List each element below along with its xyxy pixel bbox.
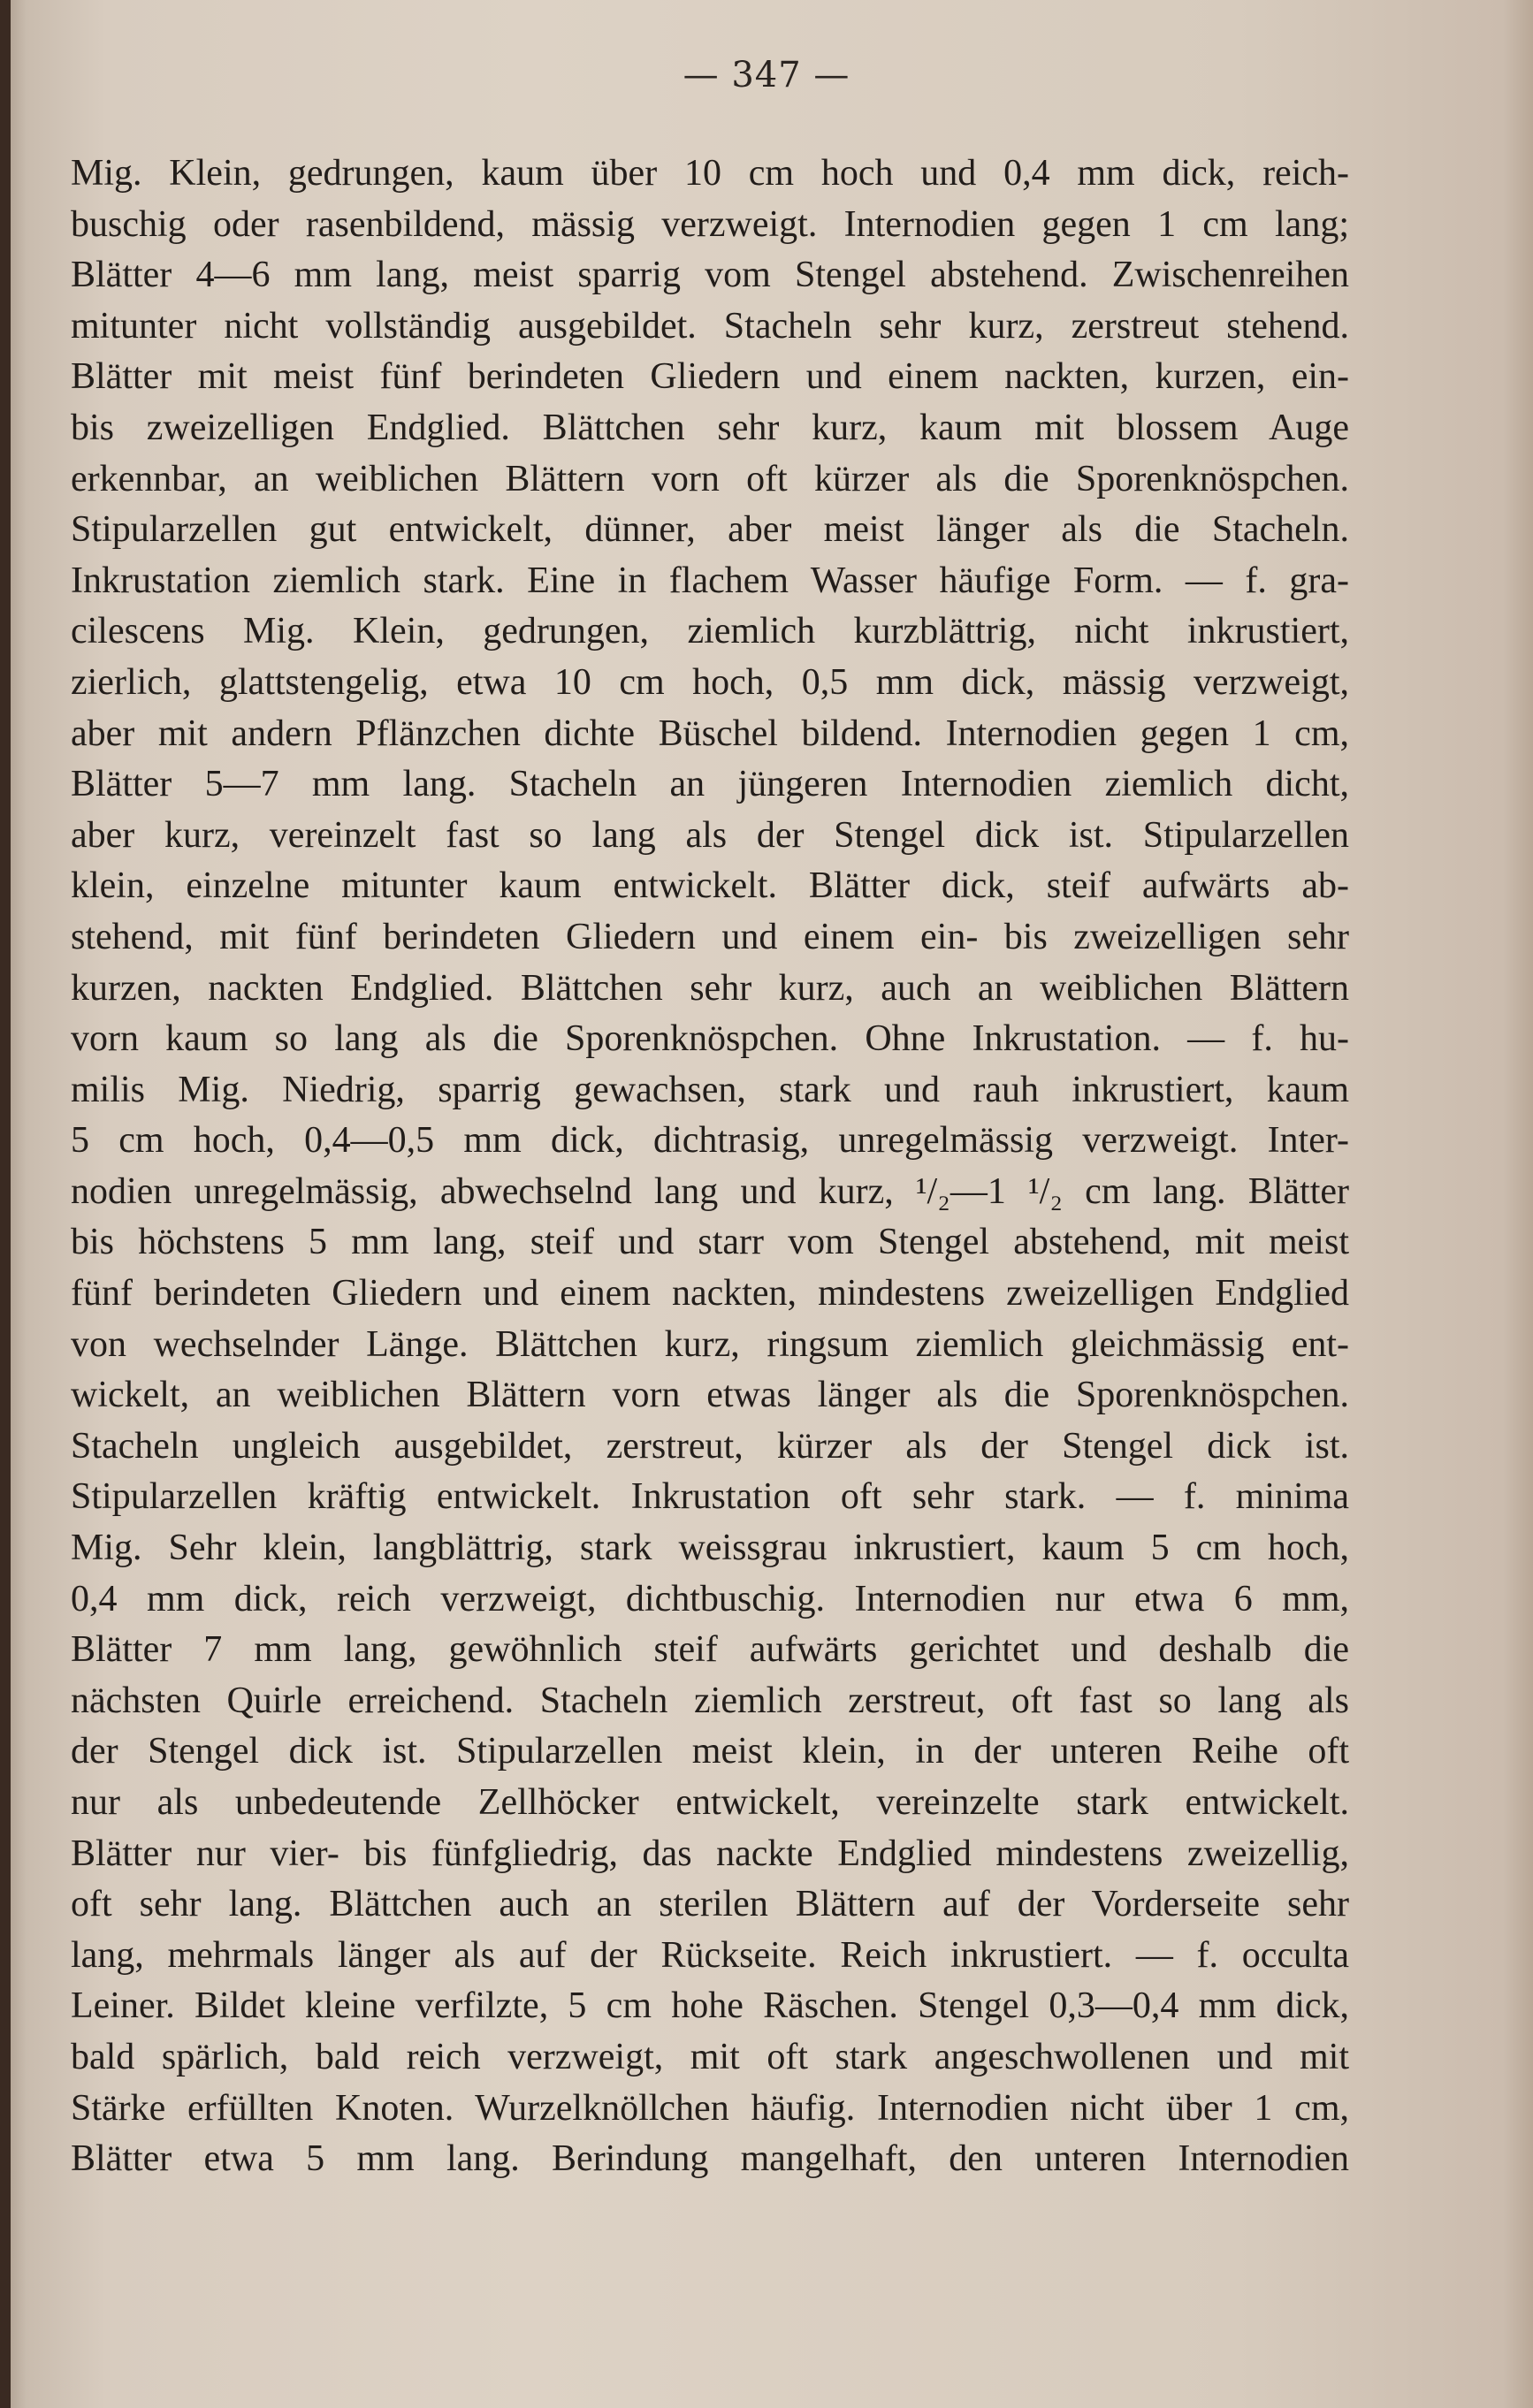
text-line: von wechselnder Länge. Blättchen kurz, ringsum ziemlich gleichmässig ent- — [71, 1323, 1349, 1365]
text-line: Blätter nur vier- bis fünfgliedrig, das nackte Endglied mindestens zweizellig, — [71, 1833, 1349, 1874]
text-line: kurzen, nackten Endglied. Blättchen sehr kurz, auch an weiblichen Blättern — [71, 967, 1349, 1009]
text-line: bis höchstens 5 mm lang, steif und starr vom Stengel abstehend, mit meist — [71, 1222, 1349, 1263]
text-line: Stipularzellen gut entwickelt, dünner, aber meist länger als die Stacheln. — [71, 509, 1349, 551]
text-line: Inkrustation ziemlich stark. Eine in flachem Wasser häufige Form. — f. gra- — [71, 560, 1349, 601]
text-line: vorn kaum so lang als die Sporenknöspchen. Ohne Inkrustation. — f. hu- — [71, 1018, 1349, 1060]
text-line: nächsten Quirle erreichend. Stacheln ziemlich zerstreut, oft fast so lang als — [71, 1680, 1349, 1721]
text-line: 5 cm hoch, 0,4—0,5 mm dick, dichtrasig, unregelmässig verzweigt. Inter- — [71, 1120, 1349, 1162]
text-line: Blätter 4—6 mm lang, meist sparrig vom Stengel abstehend. Zwischenreihen — [71, 255, 1349, 296]
text-line: Stacheln ungleich ausgebildet, zerstreut, kürzer als der Stengel dick ist. — [71, 1425, 1349, 1467]
text-line: lang, mehrmals länger als auf der Rückseite. Reich inkrustiert. — f. occulta — [71, 1934, 1349, 1976]
text-line: bis zweizelligen Endglied. Blättchen sehr kurz, kaum mit blossem Auge — [71, 407, 1349, 448]
text-line: fünf berindeten Gliedern und einem nackten, mindestens zweizelligen Endglied — [71, 1273, 1349, 1314]
text-line: Blätter 7 mm lang, gewöhnlich steif aufwärts gerichtet und deshalb die — [71, 1629, 1349, 1671]
text-line: Mig. Sehr klein, langblättrig, stark weissgrau inkrustiert, kaum 5 cm hoch, — [71, 1528, 1349, 1569]
text-line: Mig. Klein, gedrungen, kaum über 10 cm hoch und 0,4 mm dick, reich- — [71, 153, 1349, 194]
text-line: Stärke erfüllten Knoten. Wurzelknöllchen häufig. Internodien nicht über 1 cm, — [71, 2087, 1349, 2129]
text-line: Leiner. Bildet kleine verfilzte, 5 cm hohe Räschen. Stengel 0,3—0,4 mm dick, — [71, 1985, 1349, 2027]
text-line: der Stengel dick ist. Stipularzellen meist klein, in der unteren Reihe oft — [71, 1731, 1349, 1772]
text-line: 0,4 mm dick, reich verzweigt, dichtbuschig. Internodien nur etwa 6 mm, — [71, 1578, 1349, 1619]
text-line: Stipularzellen kräftig entwickelt. Inkrustation oft sehr stark. — f. minima — [71, 1476, 1349, 1518]
text-line: aber mit andern Pflänzchen dichte Büschel bildend. Internodien gegen 1 cm, — [71, 712, 1349, 754]
text-line: erkennbar, an weiblichen Blättern vorn oft kürzer als die Sporenknöspchen. — [71, 458, 1349, 499]
text-line: mitunter nicht vollständig ausgebildet. Stacheln sehr kurz, zerstreut stehend. — [71, 305, 1349, 347]
text-line: klein, einzelne mitunter kaum entwickelt. Blätter dick, steif aufwärts ab- — [71, 865, 1349, 907]
body-text — [71, 149, 1349, 2185]
text-line: nodien unregelmässig, abwechselnd lang und kurz, ¹/₂—1 ¹/₂ cm lang. Blätter — [71, 1170, 1349, 1212]
text-line: oft sehr lang. Blättchen auch an sterilen Blättern auf der Vorderseite sehr — [71, 1884, 1349, 1925]
text-line: bald spärlich, bald reich verzweigt, mit oft stark angeschwollenen und mit — [71, 2036, 1349, 2077]
text-line: nur als unbedeutende Zellhöcker entwickelt, vereinzelte stark entwickelt. — [71, 1782, 1349, 1823]
text-line: buschig oder rasenbildend, mässig verzweigt. Internodien gegen 1 cm lang; — [71, 203, 1349, 245]
text-line: Blätter etwa 5 mm lang. Berindung mangelhaft, den unteren Internodien — [71, 2138, 1349, 2180]
text-line: aber kurz, vereinzelt fast so lang als der Stengel dick ist. Stipularzellen — [71, 814, 1349, 856]
text-line: milis Mig. Niedrig, sparrig gewachsen, stark und rauh inkrustiert, kaum — [71, 1069, 1349, 1110]
text-line: stehend, mit fünf berindeten Gliedern und einem ein- bis zweizelligen sehr — [71, 916, 1349, 957]
text-line: wickelt, an weiblichen Blättern vorn etwas länger als die Sporenknöspchen. — [71, 1375, 1349, 1416]
text-line: zierlich, glattstengelig, etwa 10 cm hoch, 0,5 mm dick, mässig verzweigt, — [71, 661, 1349, 703]
text-line: Blätter mit meist fünf berindeten Gliedern und einem nackten, kurzen, ein- — [71, 356, 1349, 398]
page-number-header: — 347 — — [683, 55, 850, 95]
text-line: Blätter 5—7 mm lang. Stacheln an jüngeren Internodien ziemlich dicht, — [71, 764, 1349, 805]
text-line: cilescens Mig. Klein, gedrungen, ziemlich kurzblättrig, nicht inkrustiert, — [71, 611, 1349, 652]
